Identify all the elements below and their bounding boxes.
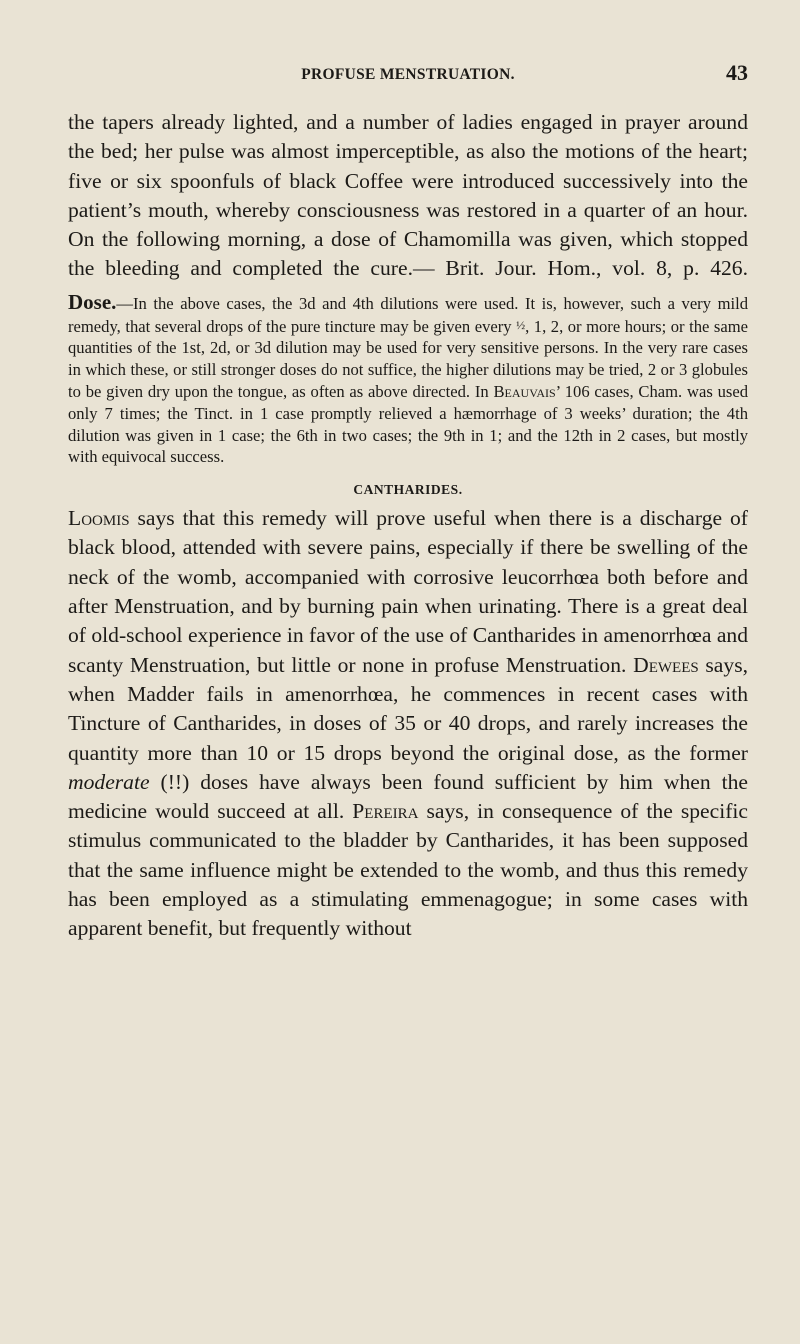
paragraph-text: the tapers already lighted, and a number of ladies engaged in prayer around the bed; her pulse was almost imperceptible, as also the motions of the heart; five or six spoonfuls of black Coffee were introduced successively into the patient’s mouth, whereby consciousness was restored in a quarter of an hour. On the following morning, a dose of Chamomilla was given, which stopped the bleeding and completed the cure.— Brit. Jour. Hom., vol. 8, p. 426. [68,110,748,281]
running-title: PROFUSE MENSTRUATION. [301,66,515,83]
dose-note [68,289,748,468]
cantharides-text-4: says, in consequence of the specific stimulus communicated to the bladder by Cantharides, it has been supposed that the same influence might be extended to the womb, and thus this remedy has been employed as a stimulating emmenagogue; in some cases with apparent benefit, but frequently without [68,799,748,941]
dose-text-2: , 1, 2, or more hours; or the same quantities of the 1st, 2d, or 3d dilution may be used for very sensitive persons. In the very rare cases in which these, or still stronger doses do not suffice, the higher dilutions may be tried, 2 or 3 globules to be given dry upon the tongue, as often as above directed. In [68,316,748,401]
running-head [68,60,748,88]
dose-text-1: —In the above cases, the 3d and 4th dilutions were used. It is, however, such a very mild remedy, that several drops of the pure tincture may be given every [68,293,748,336]
cantharides-text-1: says that this remedy will prove useful when there is a discharge of black blood, attended with severe pains, especially if there be swelling of the neck of the womb, accompanied with corrosive leucorrhœa both before and after Menstruation, and by burning pain when urinating. There is a great deal of old-school experience in favor of the use of Cantharides in amenorrhœa and scanty Menstruation, but little or none in profuse Menstruation. [68,506,748,677]
emphasis-moderate: moderate [68,769,150,794]
dose-text-3: ’ 106 cases, Cham. was used only 7 times; the Tinct. in 1 case promptly relieved a hæmorrhage of 3 weeks’ duration; the 4th dilution was given in 1 case; the 6th in two cases; the 9th in 1; and the 12th in 2 cases, but mostly with equivocal success. [68,381,748,467]
page-number: 43 [726,60,748,85]
dose-label: Dose. [68,289,117,314]
dose-fraction: ½ [516,317,526,332]
paragraph-cantharides [68,504,748,943]
cantharides-text-2: says, when Madder fails in amenorrhœa, he commences in recent cases with Tincture of Cantharides, in doses of 35 or 40 drops, and rarely increases the quantity more than 10 or 15 drops beyond the original dose, as the former [68,652,748,765]
dose-paragraph [68,289,748,468]
author-pereira: Pereira [352,799,419,824]
body-text [68,108,748,944]
author-dewees: Dewees [633,652,699,677]
section-heading-cantharides: CANTHARIDES. [353,482,463,498]
author-beauvais: Beauvais [493,381,556,401]
author-loomis: Loomis [68,506,130,531]
paragraph-chamomilla-case [68,108,748,284]
cantharides-text-3: (!!) doses have always been found sufficient by him when the medicine would succeed at all. [68,769,748,824]
